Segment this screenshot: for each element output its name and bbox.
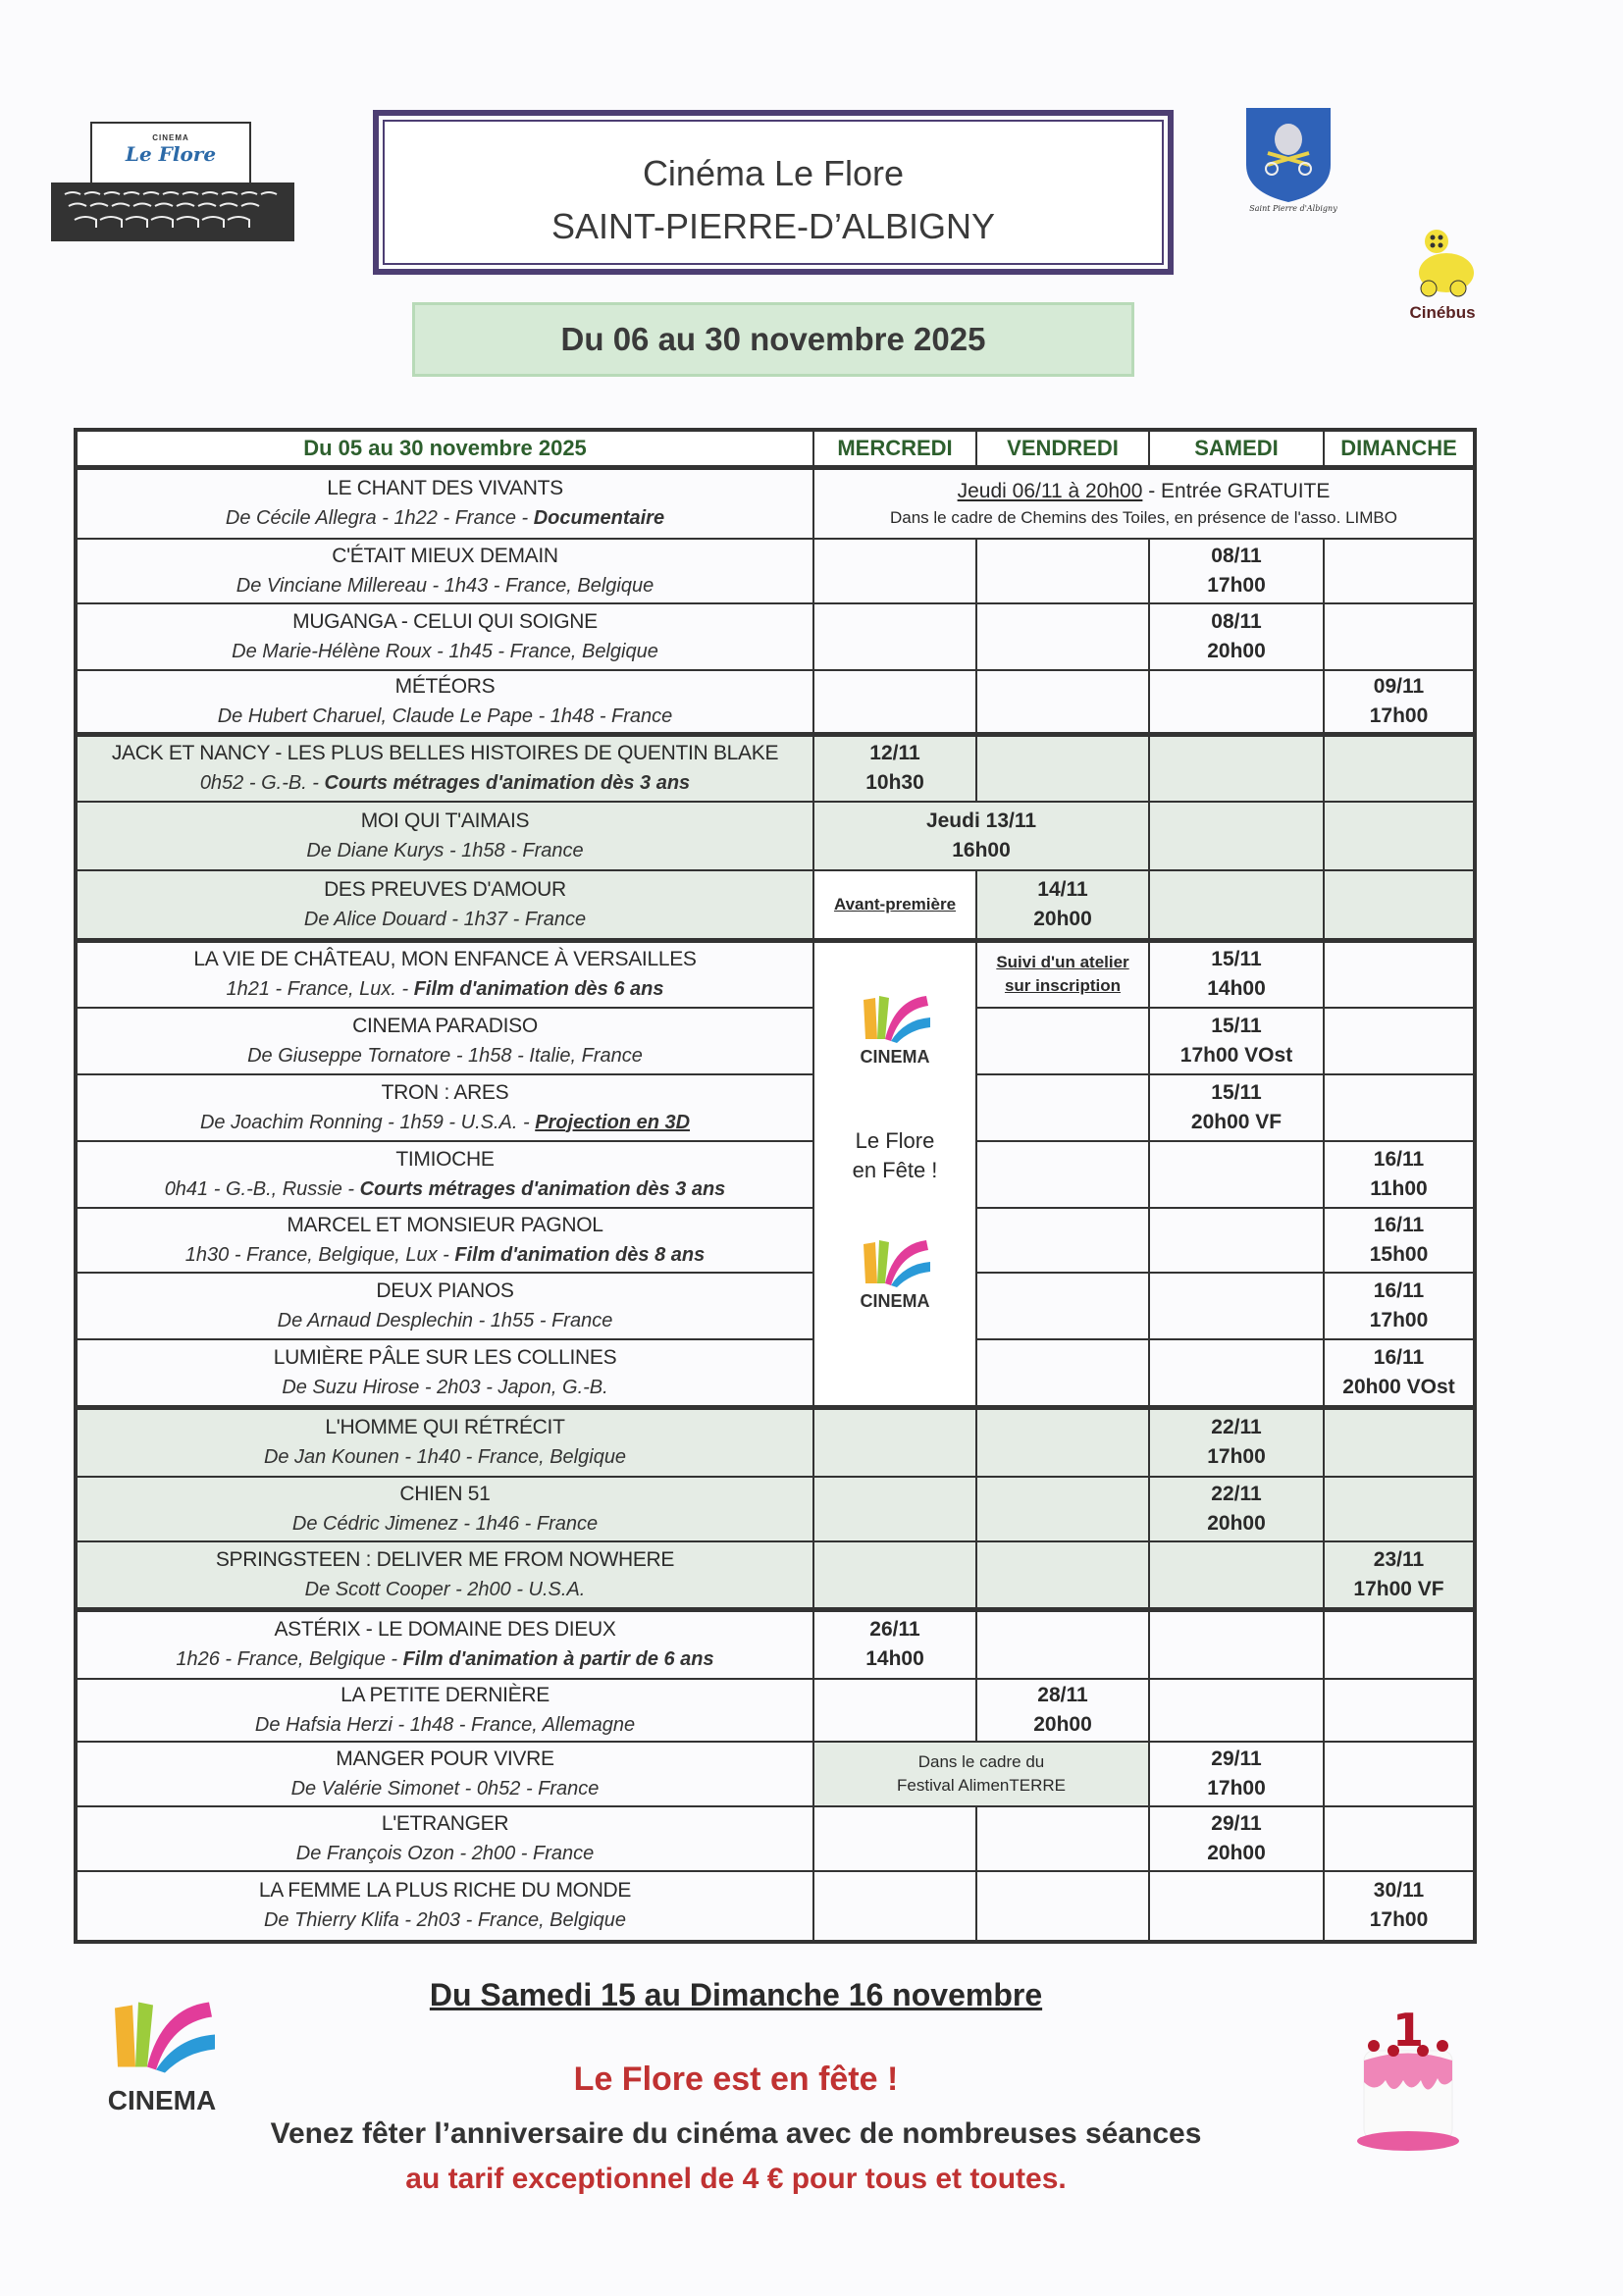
cinebus-icon [1403, 228, 1482, 298]
film-title: C'ÉTAIT MIEUX DEMAIN [332, 544, 558, 567]
fete-line2: en Fête ! [852, 1158, 938, 1182]
vendredi-cell: 28/11 20h00 [976, 1679, 1149, 1742]
vendredi-cell: 14/11 20h00 [976, 870, 1149, 941]
town-crest-icon [1244, 106, 1333, 204]
header-dimanche: DIMANCHE [1324, 430, 1475, 468]
film-meta: De Alice Douard - 1h37 - France [303, 908, 587, 930]
film-meta: De Thierry Klifa - 2h03 - France, Belgique [263, 1909, 627, 1931]
cinema-word: CINEMA [860, 1047, 930, 1067]
vendredi-cell [976, 1008, 1149, 1074]
film-title: TIMIOCHE [395, 1147, 495, 1171]
table-row [76, 1477, 1475, 1541]
dimanche-cell [1324, 1408, 1475, 1477]
table-row [76, 802, 1475, 870]
film-title: MUGANGA - CELUI QUI SOIGNE [292, 609, 598, 633]
festival-line2: au tarif exceptionnel de 4 € pour tous et toutes. [405, 2163, 1067, 2195]
samedi-cell [1149, 1208, 1324, 1273]
samedi-cell: 08/11 20h00 [1149, 603, 1324, 670]
vendredi-cell [976, 539, 1149, 603]
cinema-seats-icon [51, 183, 294, 241]
film-cell [76, 468, 813, 539]
jeudi-session-cell: Jeudi 13/11 16h00 [813, 802, 1149, 870]
mercredi-cell: 12/11 10h30 [813, 735, 976, 802]
vendredi-cell [976, 1141, 1149, 1208]
table-row [76, 870, 1475, 941]
vendredi-cell [976, 1871, 1149, 1942]
film-title: TRON : ARES [381, 1080, 509, 1104]
fete-column [813, 941, 976, 1408]
dimanche-cell: 09/11 17h00 [1324, 670, 1475, 735]
cinebus-logo [1403, 228, 1482, 326]
dimanche-cell [1324, 1477, 1475, 1541]
table-row [76, 1610, 1475, 1679]
cinebus-label: Cinébus [1409, 303, 1476, 322]
svg-text:1: 1 [1391, 2004, 1425, 2057]
vendredi-cell [976, 1610, 1149, 1679]
film-meta: De Scott Cooper - 2h00 - U.S.A. [304, 1578, 586, 1600]
mercredi-cell [813, 1806, 976, 1871]
table-row [76, 539, 1475, 603]
film-meta: 0h41 - G.-B., Russie - Courts métrages d'animation dès 3 ans [164, 1177, 726, 1200]
table-header-row [76, 430, 1475, 468]
table-row [76, 1742, 1475, 1806]
film-title: DES PREUVES D'AMOUR [324, 877, 566, 901]
vendredi-cell [976, 1408, 1149, 1477]
mercredi-cell: 26/11 14h00 [813, 1610, 976, 1679]
film-title: LA FEMME LA PLUS RICHE DU MONDE [258, 1879, 632, 1902]
table-row [76, 1871, 1475, 1942]
samedi-cell [1149, 1679, 1324, 1742]
film-meta: De Marie-Hélène Roux - 1h45 - France, Belgique [232, 640, 658, 662]
cinema-word: CINEMA [860, 1291, 930, 1311]
vendredi-cell [976, 670, 1149, 735]
vendredi-cell [976, 1477, 1149, 1541]
film-title: DEUX PIANOS [376, 1278, 514, 1302]
samedi-cell: 22/11 17h00 [1149, 1408, 1324, 1477]
header-samedi: SAMEDI [1149, 430, 1324, 468]
dimanche-cell: 16/11 20h00 VOst [1324, 1339, 1475, 1408]
film-meta: De Valérie Simonet - 0h52 - France [290, 1777, 600, 1800]
mercredi-cell [813, 1477, 976, 1541]
page-subtitle: SAINT-PIERRE-D’ALBIGNY [550, 206, 996, 246]
cinema-festive-logo [98, 1992, 226, 2116]
samedi-cell: 22/11 20h00 [1149, 1477, 1324, 1541]
film-title: L'ETRANGER [381, 1811, 509, 1835]
samedi-cell [1149, 735, 1324, 802]
crest-label: Saint Pierre d'Albigny [1249, 204, 1337, 213]
samedi-cell [1149, 1339, 1324, 1408]
table-row [76, 1074, 1475, 1141]
table-row [76, 941, 1475, 1008]
table-row [76, 1141, 1475, 1208]
samedi-cell: 15/11 17h00 VOst [1149, 1008, 1324, 1074]
table-row [76, 1339, 1475, 1408]
table-row [76, 468, 1475, 539]
film-title: L'HOMME QUI RÉTRÉCIT [325, 1416, 565, 1439]
cinema-festive-icon [856, 990, 934, 1047]
film-meta: De Giuseppe Tornatore - 1h58 - Italie, France [247, 1044, 643, 1067]
table-row [76, 1273, 1475, 1339]
film-title: MARCEL ET MONSIEUR PAGNOL [287, 1213, 603, 1236]
film-title: LE CHANT DES VIVANTS [327, 477, 563, 500]
film-meta: De Arnaud Desplechin - 1h55 - France [277, 1309, 613, 1331]
dimanche-cell [1324, 1610, 1475, 1679]
film-meta: De Vinciane Millereau - 1h43 - France, Belgique [236, 574, 654, 597]
film-meta: De Cécile Allegra - 1h22 - France - Documentaire [225, 507, 665, 530]
dimanche-cell [1324, 1008, 1475, 1074]
film-meta: De Diane Kurys - 1h58 - France [306, 839, 584, 861]
film-title: MOI QUI T'AIMAIS [360, 809, 530, 832]
film-title: ASTÉRIX - LE DOMAINE DES DIEUX [274, 1618, 616, 1642]
mercredi-cell [813, 670, 976, 735]
film-meta: De Hafsia Herzi - 1h48 - France, Allemagne [254, 1713, 636, 1736]
film-title: CHIEN 51 [399, 1482, 491, 1505]
logo-screen [90, 122, 251, 186]
film-title: MANGER POUR VIVRE [336, 1747, 554, 1770]
table-row [76, 1208, 1475, 1273]
mercredi-cell [813, 1541, 976, 1610]
avant-premiere-note: Avant-première [833, 894, 957, 913]
table-row [76, 735, 1475, 802]
samedi-cell: 08/11 17h00 [1149, 539, 1324, 603]
cinema-festive-icon [856, 1234, 934, 1291]
header-mercredi: MERCREDI [813, 430, 976, 468]
table-row [76, 1008, 1475, 1074]
vendredi-cell [976, 1339, 1149, 1408]
dimanche-cell [1324, 1679, 1475, 1742]
fete-line1: Le Flore [855, 1128, 935, 1153]
film-meta: De Joachim Ronning - 1h59 - U.S.A. - Projection en 3D [199, 1111, 691, 1133]
film-title: LA PETITE DERNIÈRE [340, 1683, 550, 1706]
table-row [76, 1679, 1475, 1742]
festival-dates: Du Samedi 15 au Dimanche 16 novembre [429, 1977, 1043, 2012]
samedi-cell: 15/11 14h00 [1149, 941, 1324, 1008]
film-meta: De Jan Kounen - 1h40 - France, Belgique [263, 1446, 627, 1469]
title-box [373, 110, 1174, 275]
table-row [76, 1408, 1475, 1477]
table-row [76, 603, 1475, 670]
dimanche-cell [1324, 870, 1475, 941]
dimanche-cell [1324, 603, 1475, 670]
vendredi-cell [976, 1806, 1149, 1871]
festival-headline: Le Flore est en fête ! [573, 2061, 899, 2098]
vendredi-cell [976, 1208, 1149, 1273]
film-title: JACK ET NANCY - LES PLUS BELLES HISTOIRES DE QUENTIN BLAKE [111, 742, 779, 765]
vendredi-cell [976, 1273, 1149, 1339]
header-vendredi: VENDREDI [976, 430, 1149, 468]
mercredi-cell [813, 870, 976, 941]
mercredi-cell [813, 539, 976, 603]
film-meta: De François Ozon - 2h00 - France [295, 1842, 595, 1864]
dimanche-cell [1324, 1806, 1475, 1871]
special-line2: Dans le cadre de Chemins des Toiles, en présence de l'asso. LIMBO [890, 508, 1397, 528]
cinema-word: CINEMA [107, 2085, 217, 2115]
samedi-cell [1149, 670, 1324, 735]
birthday-cake-icon [1344, 1992, 1472, 2159]
film-meta: De Cédric Jimenez - 1h46 - France [291, 1512, 599, 1535]
logo-small-text: CINEMA [152, 133, 189, 142]
dimanche-cell: 23/11 17h00 VF [1324, 1541, 1475, 1610]
dimanche-cell: 16/11 15h00 [1324, 1208, 1475, 1273]
date-range-banner [412, 302, 1134, 377]
table-row [76, 670, 1475, 735]
mercredi-cell [813, 1679, 976, 1742]
vendredi-cell [976, 1541, 1149, 1610]
dimanche-cell [1324, 1742, 1475, 1806]
dimanche-cell: 16/11 11h00 [1324, 1141, 1475, 1208]
dimanche-cell: 30/11 17h00 [1324, 1871, 1475, 1942]
special-session-cell [813, 468, 1475, 539]
mercredi-cell [813, 603, 976, 670]
film-meta: 1h30 - France, Belgique, Lux - Film d'animation dès 8 ans [184, 1243, 706, 1266]
dimanche-cell: 16/11 17h00 [1324, 1273, 1475, 1339]
samedi-cell [1149, 1541, 1324, 1610]
film-title: SPRINGSTEEN : DELIVER ME FROM NOWHERE [215, 1547, 675, 1571]
samedi-cell [1149, 1273, 1324, 1339]
film-meta: De Hubert Charuel, Claude Le Pape - 1h48 - France [217, 704, 673, 727]
vendredi-cell [976, 1074, 1149, 1141]
cinema-festive-icon [103, 1992, 221, 2080]
samedi-cell [1149, 1610, 1324, 1679]
page-title: Cinéma Le Flore [642, 153, 905, 193]
samedi-cell [1149, 802, 1324, 870]
samedi-cell: 29/11 17h00 [1149, 1742, 1324, 1806]
dimanche-cell [1324, 941, 1475, 1008]
dimanche-cell [1324, 539, 1475, 603]
schedule-table [74, 428, 1477, 1944]
vendredi-cell [976, 603, 1149, 670]
header-period: Du 05 au 30 novembre 2025 [76, 430, 813, 468]
samedi-cell: 29/11 20h00 [1149, 1806, 1324, 1871]
table-row [76, 1541, 1475, 1610]
samedi-cell: 15/11 20h00 VF [1149, 1074, 1324, 1141]
film-title: CINEMA PARADISO [352, 1014, 538, 1037]
film-title: LUMIÈRE PÂLE SUR LES COLLINES [273, 1345, 617, 1369]
film-meta: 1h26 - France, Belgique - Film d'animation à partir de 6 ans [176, 1648, 714, 1671]
logo-script-text: Le Flore [125, 142, 217, 166]
film-meta: 0h52 - G.-B. - Courts métrages d'animation dès 3 ans [199, 772, 691, 795]
vendredi-cell [976, 735, 1149, 802]
samedi-cell [1149, 1871, 1324, 1942]
special-line1: Jeudi 06/11 à 20h00 - Entrée GRATUITE [957, 480, 1331, 503]
date-range-text: Du 06 au 30 novembre 2025 [560, 321, 986, 357]
table-row [76, 1806, 1475, 1871]
mercredi-cell [813, 1871, 976, 1942]
samedi-cell [1149, 870, 1324, 941]
film-title: LA VIE DE CHÂTEAU, MON ENFANCE À VERSAILLES [193, 948, 697, 971]
vendredi-cell: Suivi d'un atelier sur inscription [976, 941, 1149, 1008]
film-meta: 1h21 - France, Lux. - Film d'animation dès 6 ans [226, 978, 664, 1001]
film-meta: De Suzu Hirose - 2h03 - Japon, G.-B. [282, 1376, 608, 1398]
dimanche-cell [1324, 1074, 1475, 1141]
mercredi-cell [813, 1408, 976, 1477]
dimanche-cell [1324, 802, 1475, 870]
festival-line1: Venez fêter l’anniversaire du cinéma avec de nombreuses séances [270, 2117, 1202, 2150]
film-title: MÉTÉORS [394, 674, 496, 698]
samedi-cell [1149, 1141, 1324, 1208]
festival-note-cell: Dans le cadre du Festival AlimenTERRE [813, 1742, 1149, 1806]
le-flore-logo [51, 118, 294, 241]
dimanche-cell [1324, 735, 1475, 802]
